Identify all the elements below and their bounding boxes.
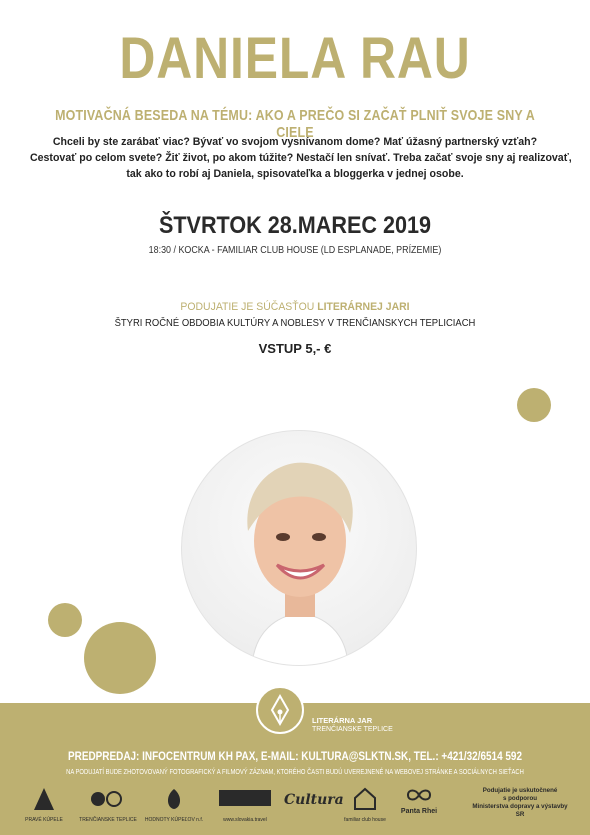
hodnoty-kupelov-logo: [144, 786, 204, 823]
logo-wordmark: Cultura: [284, 792, 344, 808]
trencianske-teplice-logo: [78, 786, 138, 823]
literarna-jar-logo: [312, 716, 393, 734]
kocka-logo: [340, 786, 390, 823]
logo-caption: Panta Rhei: [400, 808, 438, 815]
decorative-dot: [48, 603, 82, 637]
kupele-logo: [18, 786, 70, 823]
speaker-photo: [181, 430, 417, 666]
recording-disclaimer: NA PODUJATÍ BUDE ZHOTOVOVANÝ FOTOGRAFICKÝ A FILMOVÝ ZÁZNAM, KTORÉHO ČASTI BUDÚ UVEREJNENÉ NA WEBOVEJ STRÁNKE A SOCIÁLNYCH SIEŤACH: [66, 767, 524, 776]
intro-paragraph: [30, 134, 572, 182]
decorative-dot: [517, 388, 551, 422]
series-name: LITERÁRNEJ JARI: [317, 301, 410, 313]
portrait-illustration: [182, 431, 417, 666]
dovolenka-logo: [214, 786, 276, 823]
series-prefix: PODUJATIE JE SÚČASŤOU: [180, 301, 318, 313]
support-line: s podporou: [502, 795, 538, 802]
event-title: DANIELA RAU: [119, 26, 471, 91]
intro-line: Chceli by ste zarábať viac? Bývať vo svojom vysnívanom dome? Mať úžasný partnerský vzťah?: [52, 136, 538, 148]
intro-line: Cestovať po celom svete? Žiť život, po akom túžite? Nestačí len snívať. Treba začať svoje sny aj realizovať,: [30, 152, 572, 164]
series-tagline: ŠTYRI ROČNÉ OBDOBIA KULTÚRY A NOBLESY V TRENČIANSKYCH TEPLICIACH: [114, 317, 476, 329]
logo-caption: HODNOTY KÚPEĽOV n.f.: [144, 817, 204, 823]
support-line: Ministerstva dopravy a výstavby SR: [472, 803, 568, 818]
logo-caption: familiar club house: [344, 817, 386, 823]
presale-info: PREDPREDAJ: INFOCENTRUM KH PAX, E-MAIL: KULTURA@SLKTN.SK, TEL.: +421/32/6514 592: [67, 749, 523, 763]
ministry-support-note: [470, 787, 570, 819]
logo-caption: www.slovakia.travel: [223, 817, 267, 823]
pen-nib-icon: [256, 686, 304, 734]
decorative-dot: [84, 622, 156, 694]
event-date: ŠTVRTOK 28.MAREC 2019: [158, 212, 432, 239]
cultura-logo: [284, 786, 344, 814]
logo-subtitle: TRENČIANSKE TEPLICE: [312, 726, 393, 733]
logo-caption: TRENČIANSKE TEPLICE: [79, 817, 137, 823]
logo-title: LITERÁRNA JAR: [312, 716, 373, 725]
event-venue: 18:30 / KOCKA - FAMILIAR CLUB HOUSE (LD ESPLANADE, PRÍZEMIE): [148, 244, 442, 256]
panta-rhei-logo: [398, 786, 440, 815]
entry-price: VSTUP 5,- €: [258, 341, 332, 356]
event-subtitle: MOTIVAČNÁ BESEDA NA TÉMU: AKO A PREČO SI ZAČAŤ PLNIŤ SVOJE SNY A CIELE: [55, 107, 535, 141]
logo-caption: PRAVÉ KÚPELE: [25, 817, 63, 823]
intro-line: tak ako to robí aj Daniela, spisovateľka a bloggerka v jednej osobe.: [126, 168, 464, 180]
support-line: Podujatie je uskutočnené: [482, 787, 558, 794]
series-note: [15, 301, 576, 313]
